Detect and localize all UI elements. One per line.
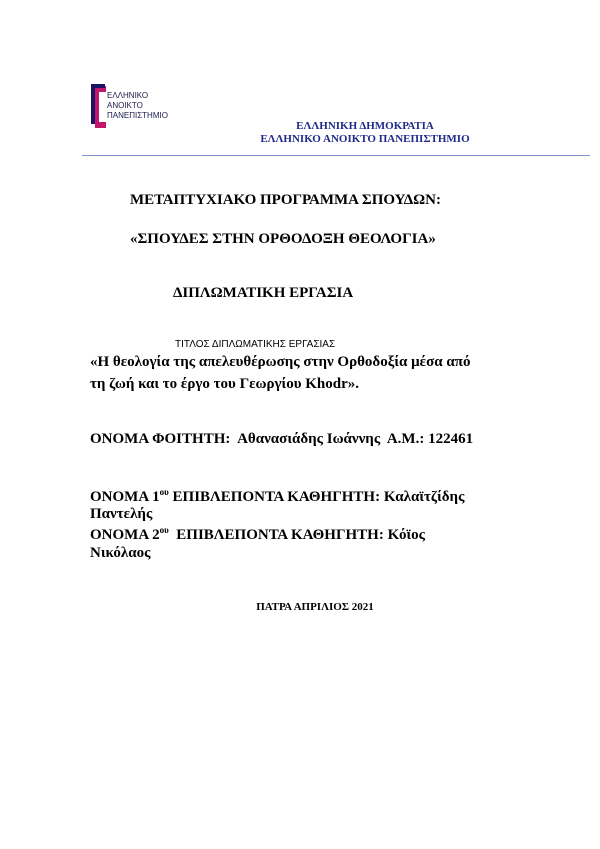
student-name: Αθανασιάδης Ιωάννης bbox=[237, 431, 381, 447]
supervisor-1-line-1 bbox=[90, 487, 464, 506]
logo-text bbox=[107, 91, 168, 121]
logo-line-1: ΕΛΛΗΝΙΚΟ bbox=[107, 91, 149, 100]
thesis-title-line-2: τη ζωή και το έργο του Γεωργίου Khodr». bbox=[90, 376, 359, 392]
supervisor-2-firstname: Νικόλαος bbox=[90, 545, 151, 561]
supervisor-1-prefix: ΟΝΟΜΑ 1 bbox=[90, 489, 160, 505]
supervisor-2-label: ΕΠΙΒΛΕΠΟΝΤΑ ΚΑΘΗΓΗΤΗ: bbox=[176, 527, 384, 543]
place-date: ΠΑΤΡΑ ΑΠΡΙΛΙΟΣ 2021 bbox=[256, 601, 374, 613]
header-republic: ΕΛΛΗΝΙΚΗ ΔΗΜΟΚΡΑΤΙΑ bbox=[296, 120, 434, 132]
supervisor-1-firstname: Παντελής bbox=[90, 506, 153, 522]
student-line bbox=[90, 431, 473, 448]
thesis-title-label: ΤΙΤΛΟΣ ΔΙΠΛΩΜΑΤΙΚΗΣ ΕΡΓΑΣΙΑΣ bbox=[175, 339, 336, 350]
am-number: 122461 bbox=[428, 431, 474, 447]
supervisor-1-surname: Καλαϊτζίδης bbox=[383, 489, 465, 505]
supervisor-2-line-1 bbox=[90, 525, 425, 544]
logo-line-3: ΠΑΝΕΠΙΣΤΗΜΙΟ bbox=[107, 111, 168, 120]
program-title: ΜΕΤΑΠΤΥΧΙΑΚΟ ΠΡΟΓΡΑΜΜΑ ΣΠΟΥΔΩΝ: bbox=[130, 192, 441, 208]
supervisor-2-sup: ου bbox=[159, 525, 169, 535]
am-label: Α.Μ.: bbox=[386, 431, 425, 447]
logo-line-2: ΑΝΟΙΚΤΟ bbox=[107, 101, 143, 110]
thesis-type: ΔΙΠΛΩΜΑΤΙΚΗ ΕΡΓΑΣΙΑ bbox=[173, 285, 354, 301]
header-divider bbox=[82, 155, 590, 156]
supervisor-1-sup: ου bbox=[159, 487, 169, 497]
supervisor-2-prefix: ΟΝΟΜΑ 2 bbox=[90, 527, 160, 543]
header-university: ΕΛΛΗΝΙΚΟ ΑΝΟΙΚΤΟ ΠΑΝΕΠΙΣΤΗΜΙΟ bbox=[260, 133, 470, 145]
program-name: «ΣΠΟΥΔΕΣ ΣΤΗΝ ΟΡΘΟΔΟΞΗ ΘΕΟΛΟΓΙΑ» bbox=[130, 231, 436, 247]
supervisor-1-label: ΕΠΙΒΛΕΠΟΝΤΑ ΚΑΘΗΓΗΤΗ: bbox=[172, 489, 381, 505]
student-label: ΟΝΟΜΑ ΦΟΙΤΗΤΗ: bbox=[90, 431, 231, 447]
supervisor-2-surname: Κόϊος bbox=[387, 527, 425, 543]
thesis-title-line-1: «Η θεολογία της απελευθέρωσης στην Ορθοδοξία μέσα από bbox=[90, 354, 471, 370]
